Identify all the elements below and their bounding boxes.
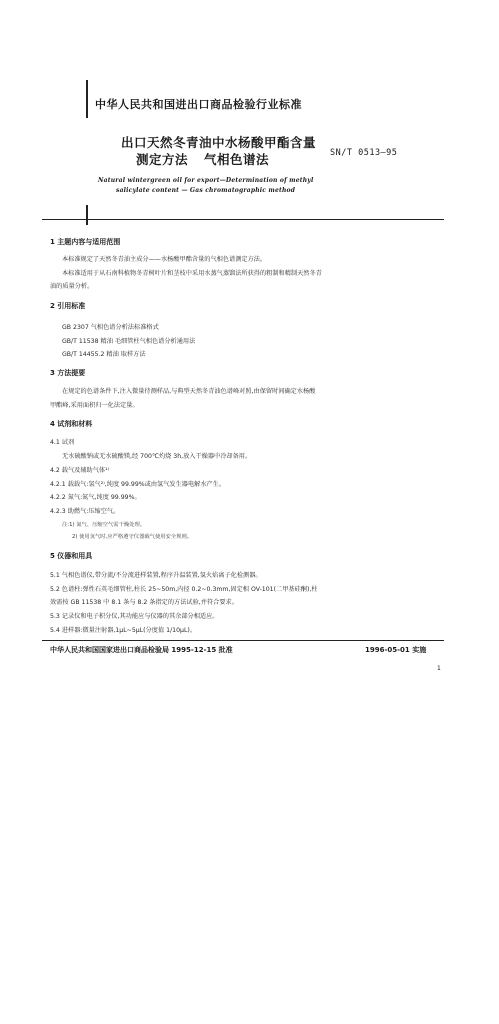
document-title-line2 xyxy=(136,150,269,168)
clause-5-2-line2: 效需按 GB 11538 中 8.1 条与 8.2 条指定的方法试验,并符合要求。 xyxy=(50,599,238,606)
left-margin-rule-mid xyxy=(86,205,88,225)
standard-number: SN/T 0513—95 xyxy=(330,148,398,158)
section-4-heading: 4 试剂和材料 xyxy=(50,420,93,428)
section-3-heading: 3 方法提要 xyxy=(50,369,86,377)
implementation-date: 1996-05-01 实施 xyxy=(365,646,427,654)
clause-4-2: 4.2 载气及辅助气体¹⁾ xyxy=(50,467,110,474)
clause-4-2-1: 4.2.1 载载气:氢气²⁾,纯度 99.99%或由氢气发生器电解水产生。 xyxy=(50,481,226,488)
clause-5-4: 5.4 进样器:微量注射器,1μL~5μL(分度值 1/10μL)。 xyxy=(50,627,197,634)
header-divider xyxy=(42,219,444,220)
standard-organization-title: 中华人民共和国进出口商品检验行业标准 xyxy=(95,98,302,111)
document-title-line1: 出口天然冬青油中水杨酸甲酯含量 xyxy=(121,135,317,150)
clause-5-2-line1: 5.2 色谱柱:弹性石英毛细管柱,柱长 25~50m,内径 0.2~0.3mm,固定相 OV-101(二甲基硅酮),柱 xyxy=(50,586,318,593)
clause-4-2-2: 4.2.2 氮气:氮气,纯度 99.99%。 xyxy=(50,494,141,501)
section-1-heading: 1 主题内容与适用范围 xyxy=(50,238,121,246)
title-part-a: 测定方法 xyxy=(136,152,189,167)
reference-item-1: GB 2307 气相色谱分析法标准格式 xyxy=(62,324,159,331)
section-3-para-1: 在规定的色谱条件下,注入微量待测样品,与典型天然冬青油色谱峰对照,由保留时间确定水杨酸 xyxy=(62,388,316,395)
english-title-line2: salicylate content — Gas chromatographic method xyxy=(116,187,296,194)
section-1-para-1: 本标准规定了天然冬青油主成分——水杨酸甲酯含量的气相色谱测定方法。 xyxy=(62,256,267,263)
title-part-b: 气相色谱法 xyxy=(204,152,270,167)
english-title-line1: Natural wintergreen oil for export—Determination of methyl xyxy=(98,177,314,184)
clause-4-1-text: 无水硫酸钠或无水硫酸镁,经 700℃灼烧 3h,放入干燥器中冷却备用。 xyxy=(62,453,252,460)
reference-item-3: GB/T 14455.2 精油 取样方法 xyxy=(62,351,146,358)
footer-divider xyxy=(42,640,444,641)
section-1-para-3: 油的质量分析。 xyxy=(50,283,94,290)
section-3-para-2: 甲酯峰,采用面积归一化法定量。 xyxy=(50,402,139,409)
footnote-1: 注:1) 氮气、压缩空气需干燥处理。 xyxy=(62,522,146,528)
section-5-heading: 5 仪器和用具 xyxy=(50,552,93,560)
clause-4-1: 4.1 试剂 xyxy=(50,439,75,446)
approval-statement: 中华人民共和国国家进出口商品检验局 1995-12-15 批准 xyxy=(50,646,233,654)
reference-item-2: GB/T 11538 精油 毛细管柱气相色谱分析通用法 xyxy=(62,338,196,345)
clause-5-3: 5.3 记录仪和电子积分仪,其功能应与仪器的其余部分相适应。 xyxy=(50,613,219,620)
left-margin-rule-top xyxy=(86,80,88,118)
section-1-para-2: 本标准适用于从石南科植物冬青树叶片和茎枝中采用水蒸气蒸馏法所获得的粗制和精制天然冬青 xyxy=(62,270,322,277)
clause-5-1: 5.1 气相色谱仪,带分流/不分流进样装置,程序升温装置,氢火焰离子化检测器。 xyxy=(50,572,262,579)
footnote-2: 2) 使用氢气时,应严格遵守仪器载气使用安全规则。 xyxy=(72,534,193,540)
clause-4-2-3: 4.2.3 助燃气:压缩空气。 xyxy=(50,508,120,515)
section-2-heading: 2 引用标准 xyxy=(50,302,86,310)
page-number: 1 xyxy=(437,665,441,672)
